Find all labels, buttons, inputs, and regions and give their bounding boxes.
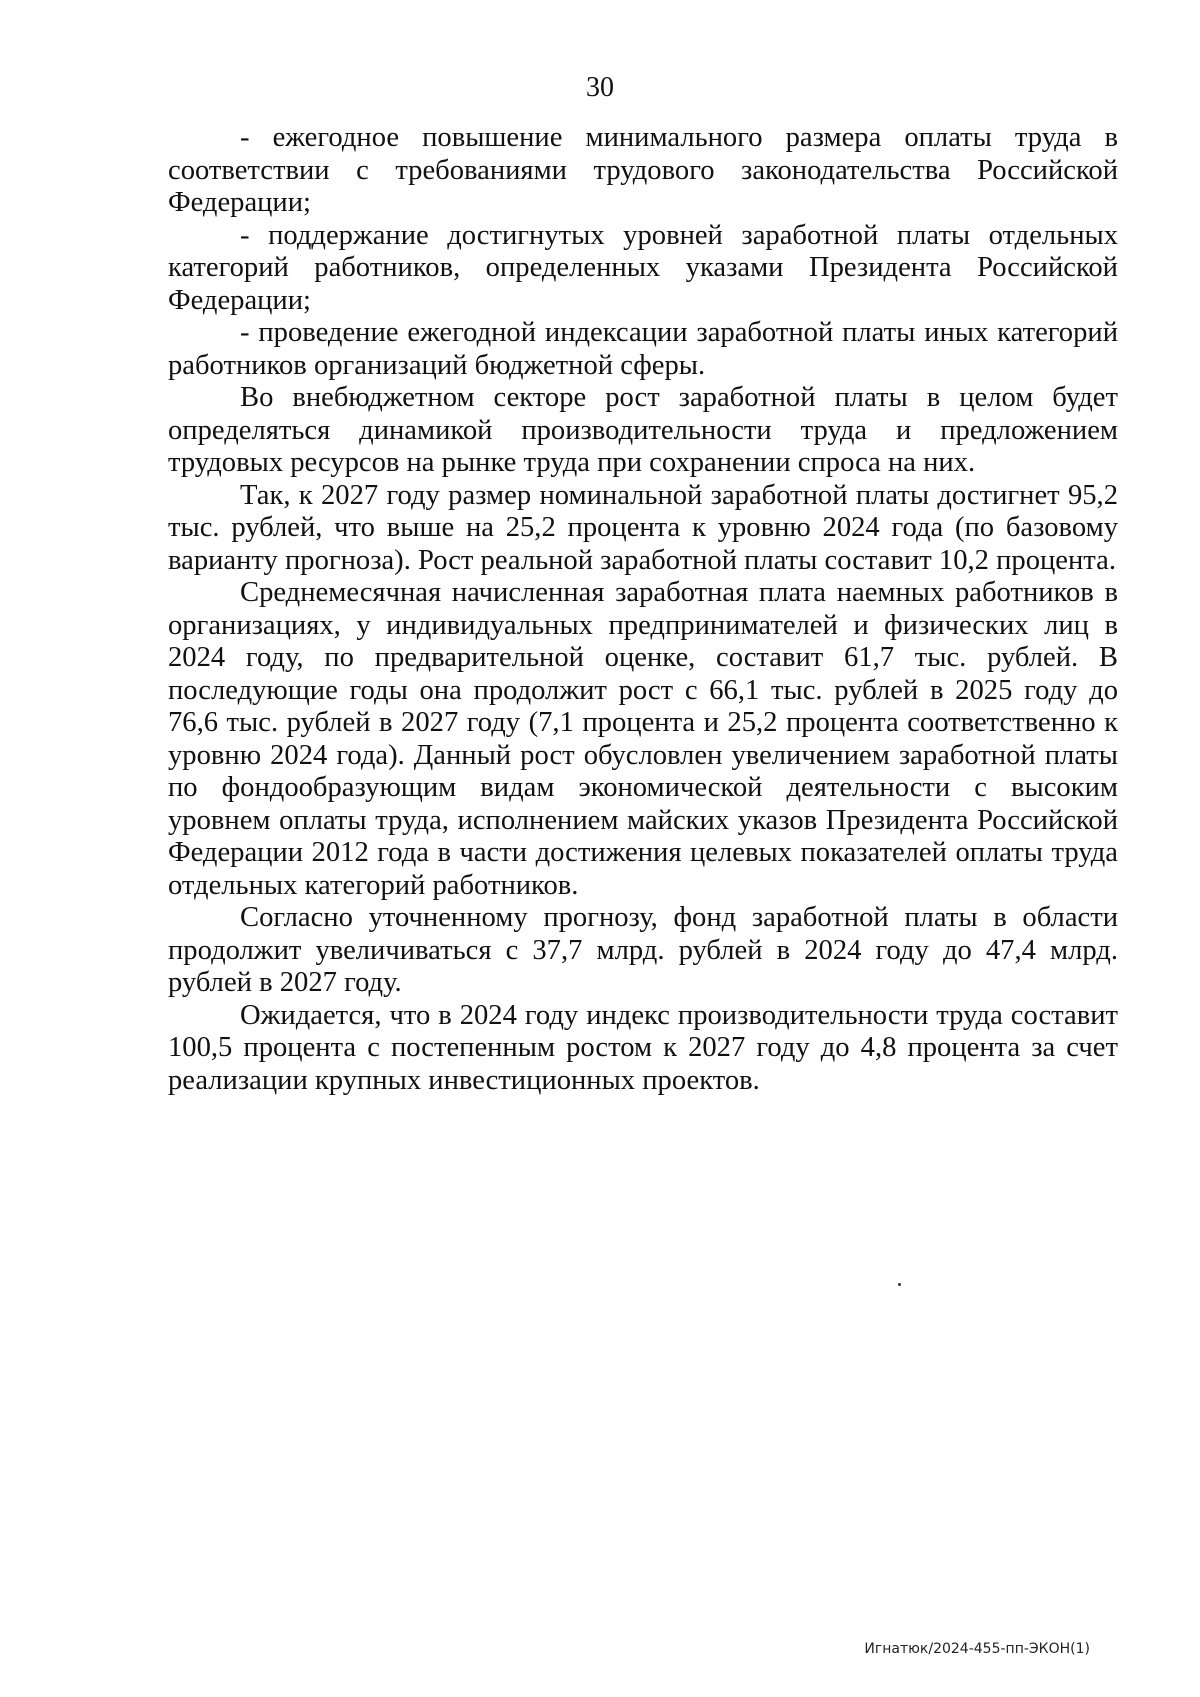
paragraph-mrot-increase: - ежегодное повышение минимального размера оплаты труда в соответствии с требованиями трудового законодательства Российской Федерации; xyxy=(168,122,1118,218)
footer-document-reference: Игнатюк/2024-455-пп-ЭКОН(1) xyxy=(864,1641,1090,1657)
document-body xyxy=(168,122,1118,1097)
paragraph-salary-levels: - поддержание достигнутых уровней заработной платы отдельных категорий работников, определенных указами Президента Российской Федерации; xyxy=(168,219,1118,316)
paragraph-wage-fund: Согласно уточненному прогнозу, фонд заработной платы в области продолжит увеличиваться с 37,7 млрд. рублей в 2024 году до 47,4 млрд. рублей в 2027 году. xyxy=(168,902,1118,998)
paragraph-average-monthly-wage: Среднемесячная начисленная заработная плата наемных работников в организациях, у индивидуальных предпринимателей и физических лиц в 2024 году, по предварительной оценке, составит 61,7 тыс. рублей. В последующие годы она продолжит рост с 66,1 тыс. рублей в 2025 году до 76,6 тыс. рублей в 2027 году (7,1 процента и 25,2 процента соответственно к уровню 2024 года). Данный рост обусловлен увеличением заработной платы по фондообразующим видам экономической деятельности с высоким уровнем оплаты труда, исполнением майских указов Президента Российской Федерации 2012 года в части достижения целевых показателей оплаты труда отдельных категорий работников. xyxy=(168,577,1118,901)
paragraph-offbudget-sector: Во внебюджетном секторе рост заработной платы в целом будет определяться динамикой производительности труда и предложением трудовых ресурсов на рынке труда при сохранении спроса на них. xyxy=(168,382,1118,478)
page-number: 30 xyxy=(586,72,614,103)
scan-speck xyxy=(898,1283,901,1286)
paragraph-indexation: - проведение ежегодной индексации заработной платы иных категорий работников организаций бюджетной сферы. xyxy=(168,317,1118,381)
paragraph-productivity-index: Ожидается, что в 2024 году индекс производительности труда составит 100,5 процента с постепенным ростом к 2027 году до 4,8 процента за счет реализации крупных инвестиционных проектов. xyxy=(168,999,1118,1096)
paragraph-nominal-wage-2027: Так, к 2027 году размер номинальной заработной платы достигнет 95,2 тыс. рублей, что выше на 25,2 процента к уровню 2024 года (по базовому варианту прогноза). Рост реальной заработной платы составит 10,2 процента. xyxy=(168,479,1118,576)
